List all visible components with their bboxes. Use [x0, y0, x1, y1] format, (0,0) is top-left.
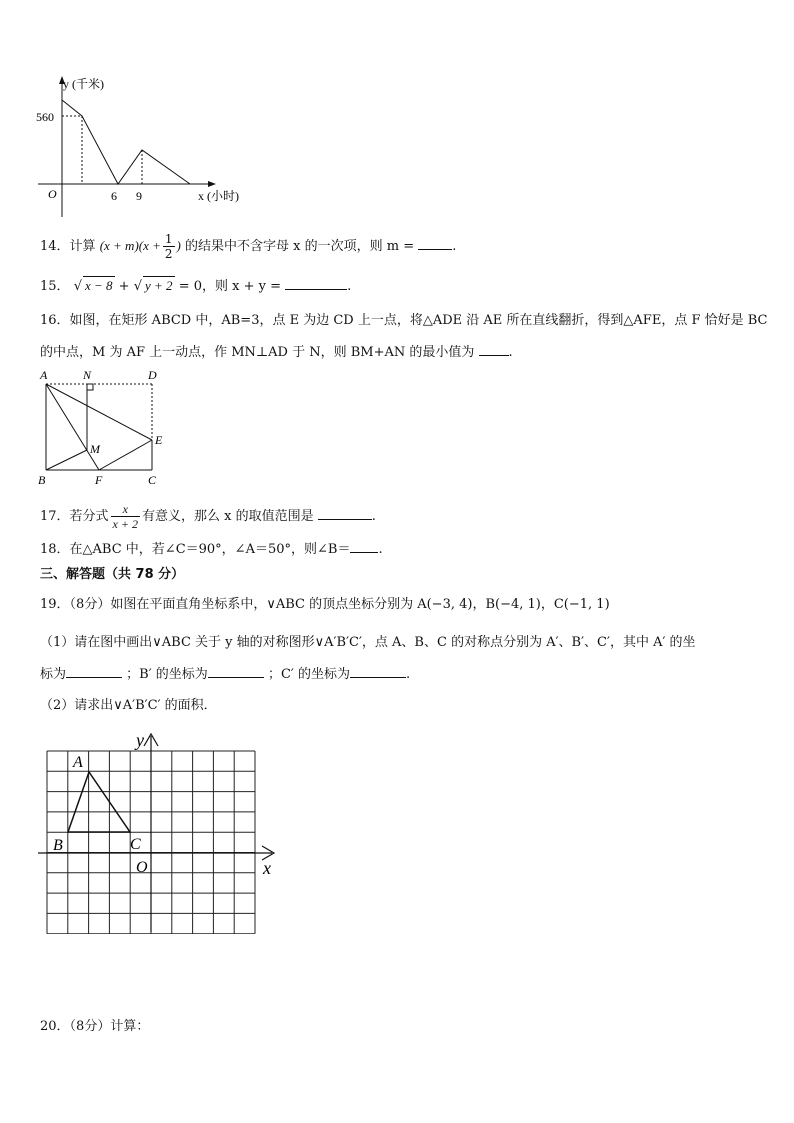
rectangle-fold-figure [34, 366, 174, 488]
x-tick-6: 6 [111, 189, 117, 203]
label-A: A [40, 368, 48, 382]
answer-blank-15[interactable] [285, 277, 347, 290]
fraction-one-half: $\frac{1}{2}$ [164, 232, 173, 261]
answer-blank-c-prime[interactable] [350, 665, 406, 678]
question-19-part1-line2: 标为 ；B′ 的坐标为 ；C′ 的坐标为 . [40, 667, 411, 682]
question-20: 20．（8分）计算： [40, 1019, 150, 1034]
label-B: B [38, 473, 46, 487]
answer-blank-18[interactable] [350, 540, 378, 553]
question-15: 15． √ x − 8 + √ y + 2 = 0，则 x + y = . [40, 278, 352, 294]
x-axis-label: x (小时) [198, 189, 239, 203]
answer-blank-a-prime[interactable] [66, 665, 122, 678]
fraction-x-over-x-plus-2: $\frac{x}{x + 2}$ [112, 502, 138, 531]
question-18: 18．在△ABC 中，若∠C＝90°，∠A＝50°，则∠B＝ . [40, 542, 383, 557]
question-19-intro: 19．（8分）如图在平面直角坐标系中，∨ABC 的顶点坐标分别为 A(−3, 4)，B(−4, 1)，C(−1, 1) [40, 597, 610, 612]
y-axis-label: y (千米) [63, 77, 104, 91]
question-17: 17．若分式 $\frac{x}{x + 2}$ 有意义，那么 x 的取值范围是 . [40, 502, 376, 531]
section-heading: 三、解答题（共 78 分） [40, 567, 185, 582]
question-16-line2: 的中点，M 为 AF 上一动点，作 MN⊥AD 于 N，则 BM+AN 的最小值为 . [40, 345, 513, 360]
origin-label: O [48, 187, 57, 201]
label-C: C [148, 473, 157, 487]
grid-label-A: A [73, 754, 83, 771]
answer-blank-b-prime[interactable] [208, 665, 264, 678]
label-M: M [90, 442, 100, 456]
distance-time-graph [30, 72, 280, 220]
question-16-line1: 16．如图，在矩形 ABCD 中，AB=3，点 E 为边 CD 上一点，将△ADE 沿 AE 所在直线翻折，得到△AFE，点 F 恰好是 BC [40, 313, 768, 328]
sqrt-sign: √ [133, 279, 143, 294]
coordinate-grid [36, 728, 280, 934]
grid-label-B: B [53, 837, 63, 854]
label-N: N [83, 368, 92, 382]
grid-x-label: x [263, 858, 271, 878]
answer-blank-16[interactable] [479, 343, 509, 356]
grid-label-O: O [136, 859, 148, 876]
label-F: F [95, 473, 103, 487]
question-14: 14．计算 (x + m)(x + $\frac{1}{2}$ ) 的结果中不含字母 x 的一次项，则 m = . [40, 232, 457, 261]
y-tick-560: 560 [36, 110, 54, 124]
question-19-part1-line1: （1）请在图中画出∨ABC 关于 y 轴的对称图形∨A′B′C′，点 A、B、C 的对称点分别为 A′、B′、C′，其中 A′ 的坐 [40, 635, 696, 650]
answer-blank-14[interactable] [418, 237, 452, 250]
grid-y-label: y [136, 730, 144, 750]
question-19-part2: （2）请求出∨A′B′C′ 的面积． [40, 698, 217, 713]
answer-blank-17[interactable] [318, 507, 372, 520]
label-D: D [148, 368, 157, 382]
grid-label-C: C [130, 836, 141, 853]
x-tick-9: 9 [136, 189, 142, 203]
label-E: E [155, 433, 163, 447]
sqrt-sign: √ [73, 279, 82, 294]
